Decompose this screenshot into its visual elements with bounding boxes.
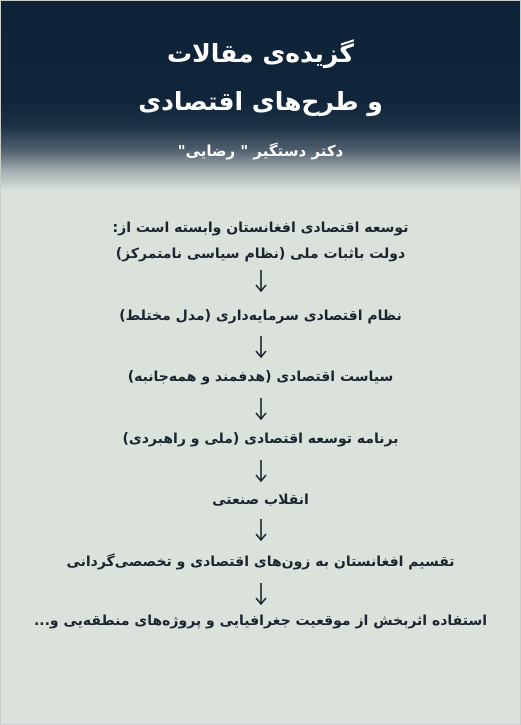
book-title-line-2: و طرح‌های اقتصادی xyxy=(138,87,383,116)
cover-header xyxy=(1,1,520,191)
flow-step-6: تقسیم افغانستان به زون‌های اقتصادی و تخصصی‌گردانی xyxy=(66,554,455,570)
flow-step-2: نظام اقتصادی سرمایه‌داری (مدل مختلط) xyxy=(119,308,402,324)
down-arrow-icon xyxy=(251,334,271,360)
flow-step-4: برنامه توسعه اقتصادی (ملی و راهبردی) xyxy=(122,431,399,447)
flow-step-3: سیاست اقتصادی (هدفمند و همه‌جانبه) xyxy=(127,369,394,385)
down-arrow-icon xyxy=(251,268,271,294)
flow-intro: توسعه اقتصادی افغانستان وابسته است از: xyxy=(112,220,409,236)
down-arrow-icon xyxy=(251,581,271,607)
down-arrow-icon xyxy=(251,458,271,484)
down-arrow-icon xyxy=(251,396,271,422)
flow-step-5: انقلاب صنعتی xyxy=(212,492,309,508)
down-arrow-icon xyxy=(251,517,271,543)
flow-step-1: دولت باثبات ملی (نظام سیاسی نامتمرکز) xyxy=(115,246,406,262)
flow-step-7: استفاده اثربخش از موقعیت جغرافیایی و پروژه‌های منطقه‌یی و... xyxy=(33,613,488,629)
author-name: دکتر دستگیر " رضایی" xyxy=(177,142,344,160)
book-title-line-1: گزیده‌ی مقالات xyxy=(167,39,354,68)
